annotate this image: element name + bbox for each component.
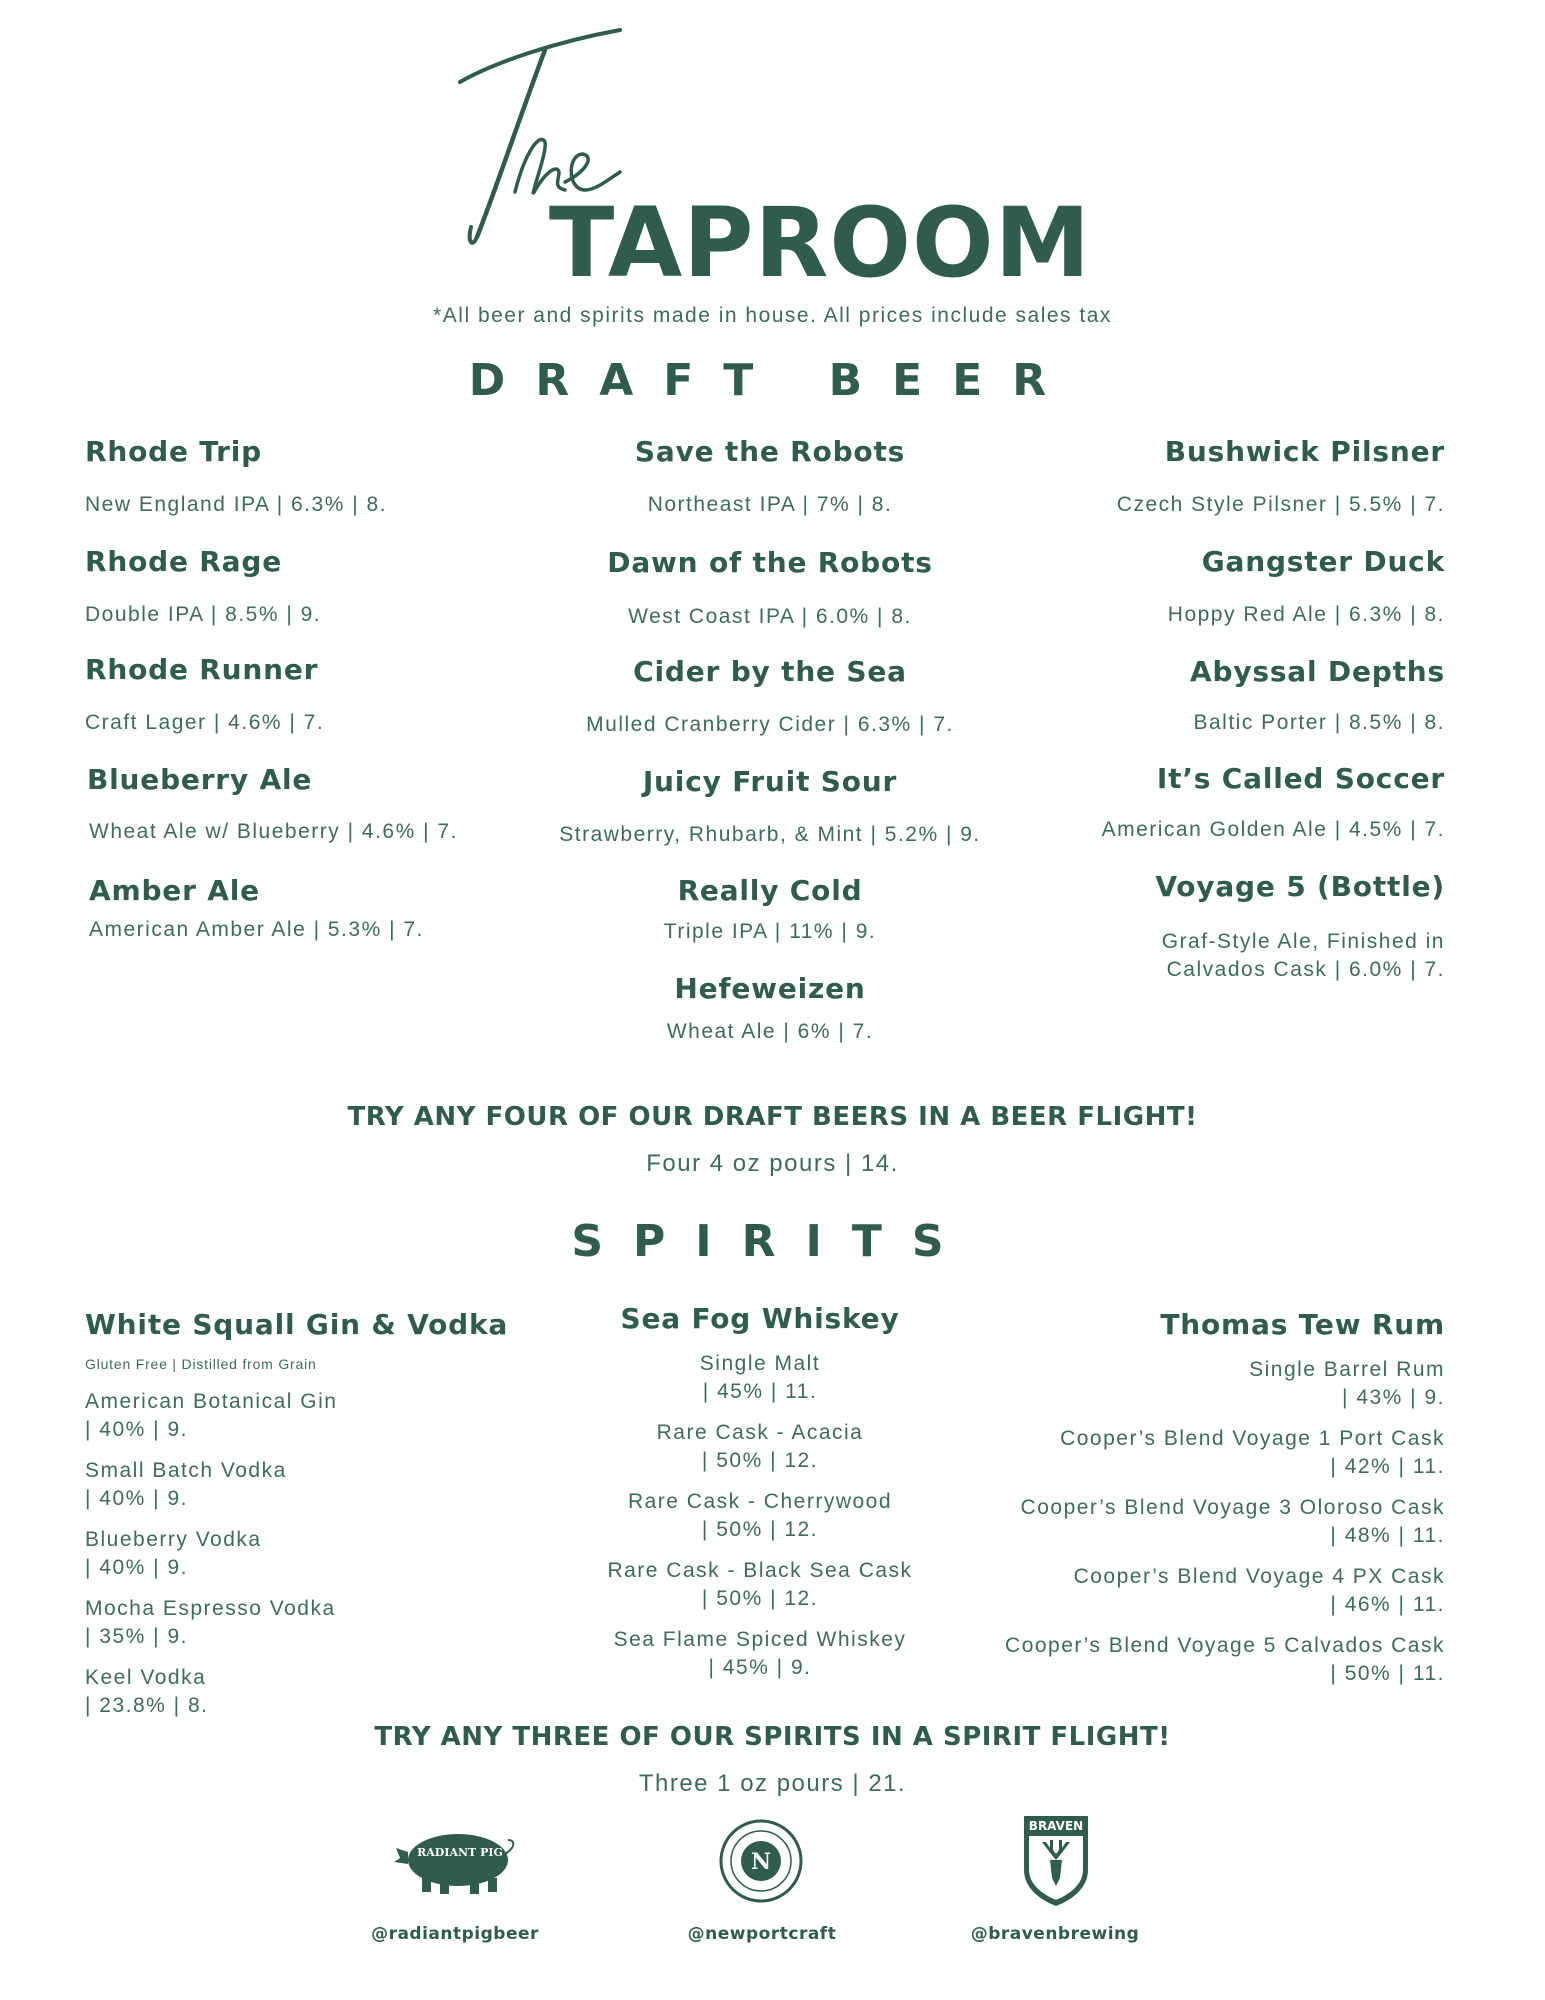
spirit-column-title: Thomas Tew Rum <box>1160 1308 1445 1341</box>
spirit-note: Gluten Free | Distilled from Grain <box>85 1356 317 1372</box>
beer-name: Rhode Rage <box>85 545 282 578</box>
spirit-detail: | 46% | 11. <box>1330 1593 1445 1616</box>
beer-desc: Graf-Style Ale, Finished in <box>1161 930 1445 953</box>
spirit-detail: | 50% | 12. <box>701 1587 819 1610</box>
braven-logo-text: BRAVEN <box>1028 1819 1084 1833</box>
radiant-pig-handle[interactable]: @radiantpigbeer <box>371 1924 539 1944</box>
beer-name: Voyage 5 (Bottle) <box>1155 870 1445 903</box>
spirit-name: Cooper’s Blend Voyage 1 Port Cask <box>1060 1427 1445 1450</box>
beer-desc: New England IPA | 6.3% | 8. <box>85 493 388 516</box>
list-item <box>900 1563 1445 1619</box>
spirit-name: Single Malt <box>699 1352 821 1375</box>
spirit-detail: | 40% | 9. <box>85 1556 188 1579</box>
list-item <box>85 1526 525 1582</box>
spirit-detail: | 35% | 9. <box>85 1625 188 1648</box>
beer-name: Abyssal Depths <box>1190 655 1445 688</box>
beer-desc: Craft Lager | 4.6% | 7. <box>85 711 325 734</box>
beer-name: Really Cold <box>677 874 863 907</box>
list-item <box>900 1356 1445 1412</box>
spirit-detail: | 40% | 9. <box>85 1487 188 1510</box>
beer-desc: Baltic Porter | 8.5% | 8. <box>1193 711 1445 734</box>
beer-desc: Wheat Ale | 6% | 7. <box>666 1020 874 1043</box>
spirit-detail: | 45% | 9. <box>708 1656 812 1679</box>
spirit-detail: | 42% | 11. <box>1330 1455 1445 1478</box>
list-item <box>900 1425 1445 1481</box>
page-title: TAPROOM <box>548 187 1092 299</box>
beer-name: Save the Robots <box>634 435 906 468</box>
list-item <box>900 1632 1445 1688</box>
beer-name: Juicy Fruit Sour <box>642 765 898 798</box>
spirit-name: Keel Vodka <box>85 1666 207 1689</box>
draft-beer-heading: DRAFT BEER <box>468 355 1077 406</box>
spirit-list-left <box>85 1388 525 1733</box>
beer-desc: Czech Style Pilsner | 5.5% | 7. <box>1116 493 1445 516</box>
spirit-column-title: White Squall Gin & Vodka <box>85 1308 509 1341</box>
beer-name: Hefeweizen <box>674 972 866 1005</box>
braven-handle[interactable]: @bravenbrewing <box>970 1924 1140 1944</box>
subtitle: *All beer and spirits made in house. All prices include sales tax <box>433 304 1112 327</box>
spirit-flight-sub: Three 1 oz pours | 21. <box>638 1770 907 1797</box>
beer-desc: Hoppy Red Ale | 6.3% | 8. <box>1167 603 1445 626</box>
list-item <box>85 1595 525 1651</box>
beer-desc: American Golden Ale | 4.5% | 7. <box>1101 818 1445 841</box>
beer-name: Rhode Runner <box>85 653 319 686</box>
spirit-detail: | 43% | 9. <box>1342 1386 1445 1409</box>
list-item <box>900 1494 1445 1550</box>
spirit-name: Rare Cask - Acacia <box>656 1421 864 1444</box>
spirit-name: Cooper’s Blend Voyage 3 Oloroso Cask <box>1020 1496 1445 1519</box>
radiant-pig-logo-text: RADIANT PIG <box>417 1846 503 1859</box>
spirit-name: Sea Flame Spiced Whiskey <box>613 1628 907 1651</box>
beer-desc: Northeast IPA | 7% | 8. <box>647 493 893 516</box>
beer-flight-title: TRY ANY FOUR OF OUR DRAFT BEERS IN A BEER FLIGHT! <box>347 1102 1198 1132</box>
spirit-name: Rare Cask - Black Sea Cask <box>607 1559 913 1582</box>
spirit-detail: | 50% | 11. <box>1330 1662 1445 1685</box>
list-item <box>85 1457 525 1513</box>
spirit-name: Cooper’s Blend Voyage 4 PX Cask <box>1073 1565 1445 1588</box>
newport-craft-handle[interactable]: @newportcraft <box>687 1924 837 1944</box>
spirit-name: Single Barrel Rum <box>1249 1358 1445 1381</box>
spirit-name: Cooper’s Blend Voyage 5 Calvados Cask <box>1005 1634 1445 1657</box>
beer-name: Gangster Duck <box>1201 545 1445 578</box>
beer-name: Bushwick Pilsner <box>1164 435 1445 468</box>
radiant-pig-logo <box>390 1818 520 1898</box>
beer-desc: Triple IPA | 11% | 9. <box>663 920 877 943</box>
beer-name: Amber Ale <box>89 874 260 907</box>
spirit-detail: | 45% | 11. <box>702 1380 818 1403</box>
newport-craft-logo-text: N <box>750 1849 772 1875</box>
beer-name: Dawn of the Robots <box>607 546 933 579</box>
beer-desc: Double IPA | 8.5% | 9. <box>85 603 322 626</box>
spirit-detail: | 50% | 12. <box>701 1449 819 1472</box>
spirits-heading: SPIRITS <box>571 1216 974 1267</box>
list-item <box>85 1388 525 1444</box>
beer-desc: Wheat Ale w/ Blueberry | 4.6% | 7. <box>89 820 458 843</box>
spirit-detail: | 48% | 11. <box>1330 1524 1445 1547</box>
newport-craft-logo <box>718 1818 804 1904</box>
beer-desc: Calvados Cask | 6.0% | 7. <box>1166 958 1445 981</box>
beer-name: Rhode Trip <box>85 435 262 468</box>
beer-desc: West Coast IPA | 6.0% | 8. <box>628 605 912 628</box>
spirit-name: Rare Cask - Cherrywood <box>627 1490 893 1513</box>
spirit-list-right <box>900 1356 1445 1701</box>
spirit-name: American Botanical Gin <box>85 1390 338 1413</box>
spirit-name: Blueberry Vodka <box>85 1528 262 1551</box>
spirit-detail: | 50% | 12. <box>701 1518 819 1541</box>
beer-name: It’s Called Soccer <box>1156 762 1445 795</box>
spirit-column-title: Sea Fog Whiskey <box>620 1302 900 1335</box>
beer-name: Blueberry Ale <box>87 763 313 796</box>
list-item <box>85 1664 525 1720</box>
beer-desc: American Amber Ale | 5.3% | 7. <box>89 918 424 941</box>
spirit-detail: | 23.8% | 8. <box>85 1694 209 1717</box>
beer-name: Cider by the Sea <box>633 655 907 688</box>
beer-desc: Mulled Cranberry Cider | 6.3% | 7. <box>586 713 954 736</box>
spirit-name: Small Batch Vodka <box>85 1459 287 1482</box>
braven-logo <box>1020 1812 1092 1908</box>
spirit-detail: | 40% | 9. <box>85 1418 188 1441</box>
spirit-name: Mocha Espresso Vodka <box>85 1597 336 1620</box>
spirit-flight-title: TRY ANY THREE OF OUR SPIRITS IN A SPIRIT FLIGHT! <box>374 1722 1171 1752</box>
beer-flight-sub: Four 4 oz pours | 14. <box>646 1150 899 1177</box>
beer-desc: Strawberry, Rhubarb, & Mint | 5.2% | 9. <box>559 823 981 846</box>
